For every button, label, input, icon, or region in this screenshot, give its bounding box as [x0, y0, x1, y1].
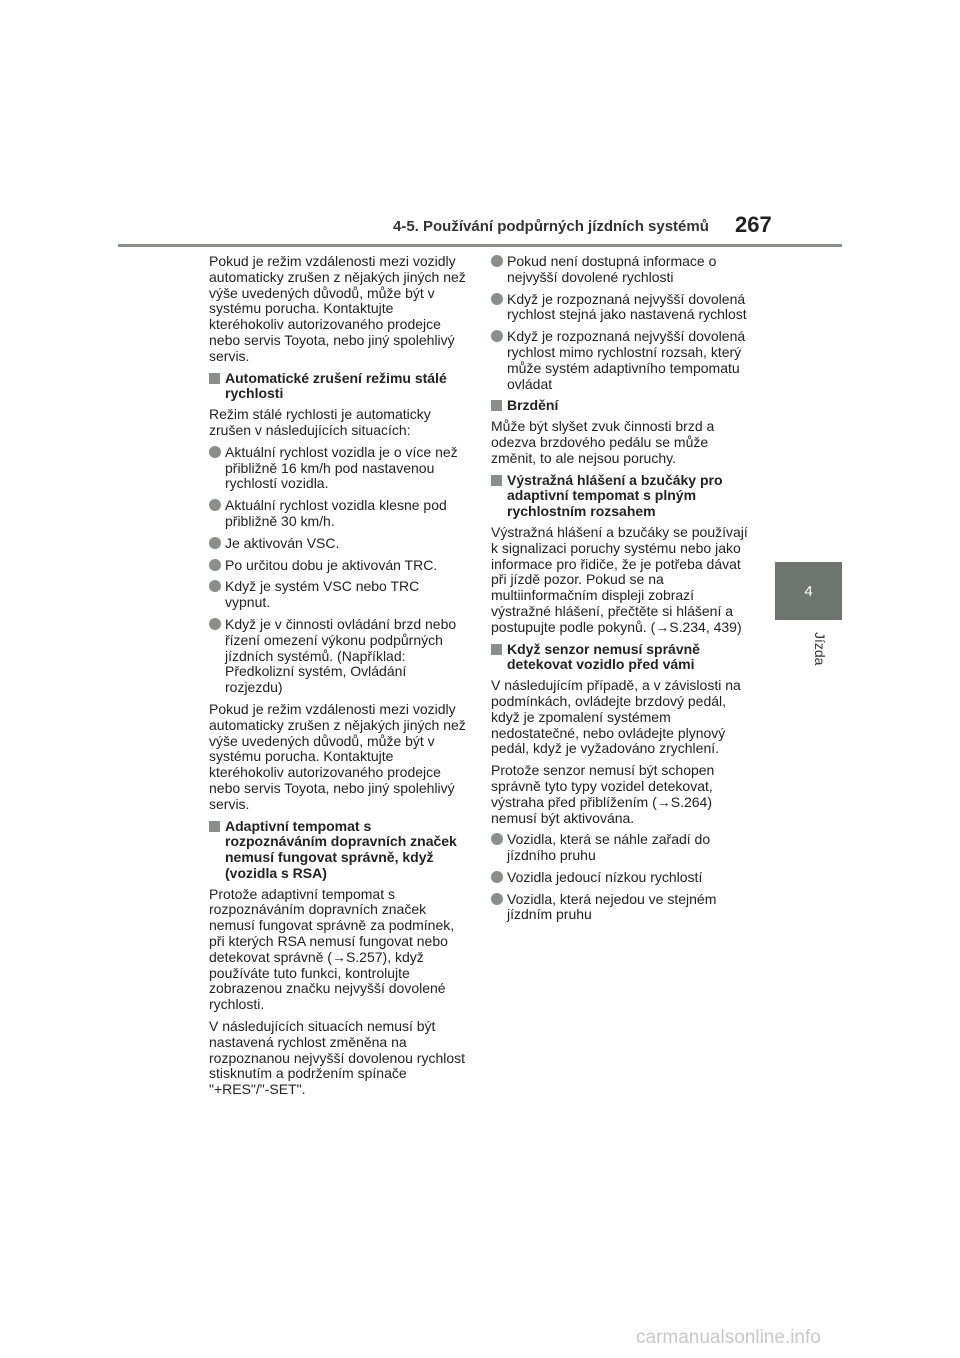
bullet-item: [491, 292, 753, 324]
text: Vozidla, která se náhle zařadí do jízdního pruhu: [507, 831, 711, 864]
text: Pokud je režim vzdálenosti mezi vozidly automaticky zrušen z nějakých jiných než výše uvedených důvodů, může být v systému porucha. Kontaktujte kteréhokoliv autorizovaného prodejce nebo servis Toyota, nebo jiný spolehlivý servis.: [209, 253, 466, 364]
section-heading: [209, 371, 467, 403]
text: Když je rozpoznaná nejvyšší dovolená rychlost stejná jako nastavená rychlost: [507, 290, 747, 323]
section-heading: [491, 398, 753, 414]
section-title: 4-5. Používání podpůrných jízdních systémů: [393, 218, 709, 235]
bullet-item: [209, 536, 467, 552]
bullet-dot-icon: [491, 893, 503, 905]
heading-square-icon: [209, 821, 220, 832]
heading-square-icon: [491, 644, 502, 655]
chapter-number: 4: [804, 582, 813, 600]
left-column: [209, 254, 467, 1104]
paragraph: [491, 525, 753, 636]
bullet-item: [209, 617, 467, 696]
heading-square-icon: [491, 400, 502, 411]
text: Po určitou dobu je aktivován TRC.: [225, 556, 438, 573]
text: Aktuální rychlost vozidla je o více než přibližně 16 km/h pod nastavenou rychlostí vozidla.: [225, 443, 458, 492]
heading-square-icon: [209, 373, 220, 384]
paragraph: [209, 887, 467, 1013]
bullet-dot-icon: [491, 293, 503, 305]
text: Když je rozpoznaná nejvyšší dovolená rychlost mimo rychlostní rozsah, který může systém adaptivního tempomatu ovládat: [507, 328, 746, 392]
text: Protože adaptivní tempomat s rozpoznáváním dopravních značek nemusí fungovat správně za podmínek, při kterých RSA nemusí fungovat nebo detekovat správně (→S.257), když používáte tuto funkci, kontrolujte zobrazenou značku nejvyšší dovolené rychlosti.: [209, 885, 455, 1013]
text: Automatické zrušení režimu stálé rychlosti: [225, 369, 447, 402]
heading-square-icon: [491, 475, 502, 486]
paragraph: [209, 1019, 467, 1098]
watermark: carmanualsonline.info: [636, 1327, 821, 1348]
paragraph: [209, 407, 467, 439]
bullet-item: [491, 870, 753, 886]
section-heading: [209, 819, 467, 882]
section-heading: [491, 642, 753, 674]
text: Když je v činnosti ovládání brzd nebo řízení omezení výkonu podpůrných jízdních systémů. (Například: Předkolizní systém, Ovládání rozjezdu): [225, 615, 457, 696]
bullet-item: [209, 579, 467, 611]
text: Je aktivován VSC.: [225, 534, 340, 551]
bullet-dot-icon: [209, 580, 221, 592]
bullet-item: [209, 558, 467, 574]
text: Vozidla jedoucí nízkou rychlostí: [507, 868, 703, 885]
bullet-dot-icon: [209, 537, 221, 549]
text: Výstražná hlášení a bzučáky pro adaptivní tempomat s plným rychlostním rozsahem: [507, 471, 723, 520]
text: Aktuální rychlost vozidla klesne pod přibližně 30 km/h.: [225, 497, 447, 529]
paragraph: [491, 763, 753, 826]
paragraph: [491, 678, 753, 757]
bullet-dot-icon: [209, 499, 221, 511]
header-divider: [118, 244, 842, 247]
text: Když je systém VSC nebo TRC vypnut.: [225, 578, 420, 611]
paragraph: [491, 419, 753, 466]
bullet-item: [491, 329, 753, 392]
text: Režim stálé rychlosti je automaticky zrušen v následujících situacích:: [209, 406, 431, 438]
text: Když senzor nemusí správně detekovat vozidlo před vámi: [507, 640, 700, 673]
text: Může být slyšet zvuk činnosti brzd a odezva brzdového pedálu se může změnit, to ale nejsou poruchy.: [491, 418, 715, 466]
text: Protože senzor nemusí být schopen správně tyto typy vozidel detekovat, výstraha před přiblížením (→S.264) nemusí být aktivována.: [491, 762, 715, 826]
text: Pokud je režim vzdálenosti mezi vozidly automaticky zrušen z nějakých jiných než výše uvedených důvodů, může být v systému porucha. Kontaktujte kteréhokoliv autorizovaného prodejce nebo servis Toyota, nebo jiný spolehlivý servis.: [209, 700, 466, 812]
bullet-item: [209, 445, 467, 492]
text: Adaptivní tempomat s rozpoznáváním dopravních značek nemusí fungovat správně, když (vozidla s RSA): [225, 817, 457, 881]
text: V následujících situacích nemusí být nastavená rychlost změněna na rozpoznanou nejvyšší dovolenou rychlost stisknutím a podržením spínače "+RES"/"-SET".: [209, 1018, 466, 1098]
bullet-item: [491, 892, 753, 924]
bullet-dot-icon: [209, 559, 221, 571]
text: Brzdění: [507, 397, 559, 414]
chapter-label: Jízda: [812, 632, 828, 666]
bullet-dot-icon: [491, 871, 503, 883]
bullet-dot-icon: [209, 618, 221, 630]
bullet-item: [491, 832, 753, 864]
bullet-dot-icon: [491, 330, 503, 342]
paragraph: [209, 702, 467, 813]
bullet-item: [209, 498, 467, 530]
paragraph: [209, 254, 467, 365]
right-column: [491, 254, 753, 929]
bullet-dot-icon: [491, 255, 503, 267]
bullet-dot-icon: [209, 446, 221, 458]
text: Pokud není dostupná informace o nejvyšší dovolené rychlosti: [507, 253, 717, 285]
text: Vozidla, která nejedou ve stejném jízdním pruhu: [507, 890, 717, 923]
text: Výstražná hlášení a bzučáky se používají k signalizaci poruchy systému nebo jako informace pro řidiče, že je potřeba dávat při jízdě pozor. Pokud se na multiinformačním displeji zobrazí výstražné hlášení, přečtěte si hlášení a postupujte podle pokynů. (→S.234, 439): [491, 523, 748, 635]
section-heading: [491, 473, 753, 520]
bullet-item: [491, 254, 753, 286]
text: V následujícím případě, a v závislosti na podmínkách, ovládejte brzdový pedál, když je zpomalení systémem nedostatečné, nebo ovládejte plynový pedál, když je vyžadováno zrychlení.: [491, 677, 741, 757]
chapter-tab: [775, 562, 842, 620]
page-number: 267: [735, 212, 772, 237]
bullet-dot-icon: [491, 833, 503, 845]
